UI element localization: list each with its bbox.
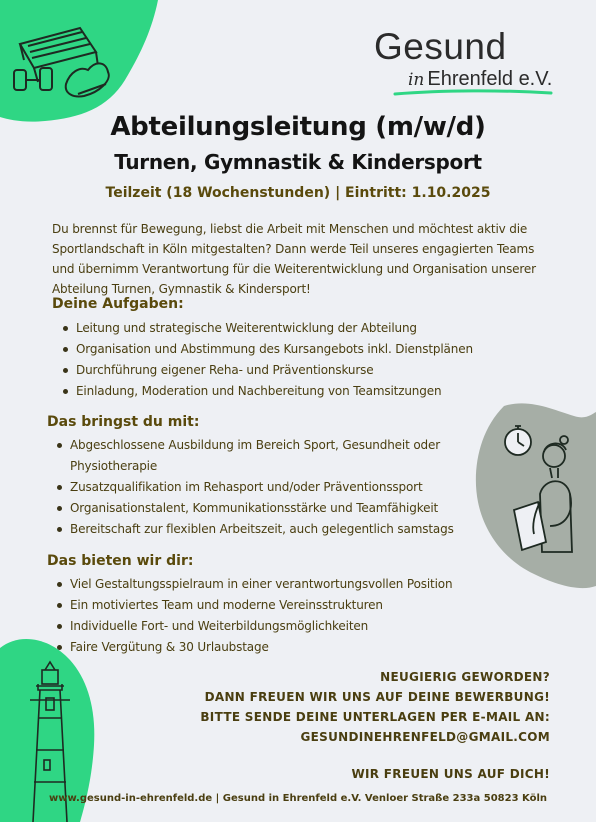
footer: www.gesund-in-ehrenfeld.de | Gesund in Ehrenfeld e.V. Venloer Straße 233a 50823 Köln [48,793,548,804]
list-item: Abgeschlossene Ausbildung im Bereich Sport, Gesundheit oder Physiotherapie [56,435,466,477]
logo-main: Gesund [374,26,507,67]
list-item: Faire Vergütung & 30 Urlaubstage [56,637,526,658]
list-item: Viel Gestaltungsspielraum in einer verantwortungsvollen Position [56,574,526,595]
logo-in: in [408,70,425,90]
list-item: Durchführung eigener Reha- und Präventionskurse [62,360,522,381]
cta-line1: NEUGIERIG GEWORDEN? [380,670,550,684]
tasks-title: Deine Aufgaben: [52,296,184,312]
offers-list [56,574,526,658]
list-item: Ein motiviertes Team und moderne Vereinsstrukturen [56,595,526,616]
job-title: Abteilungsleitung (m/w/d) [110,112,486,142]
list-item: Individuelle Fort- und Weiterbildungsmöglichkeiten [56,616,526,637]
logo-swoosh [393,88,553,98]
tasks-list [62,318,522,402]
list-item: Organisation und Abstimmung des Kursangebots inkl. Dienstplänen [62,339,522,360]
cta-email[interactable]: GESUNDINEHRENFELD@GMAIL.COM [300,730,550,744]
logo-sub-text: Ehrenfeld e.V. [427,68,553,90]
requirements-list [56,435,466,540]
list-item: Zusatzqualifikation im Rehasport und/oder Präventionssport [56,477,466,498]
right-decor [474,402,596,590]
job-subtitle: Turnen, Gymnastik & Kindersport [114,150,482,174]
list-item: Leitung und strategische Weiterentwicklung der Abteilung [62,318,522,339]
intro-text: Du brennst für Bewegung, liebst die Arbeit mit Menschen und möchtest aktiv die Sportlandschaft in Köln mitgestalten? Dann werde Teil unseres engagierten Teams und übernimm Verantwortung für die Weiterentwicklung und Organisation unserer Abteilung Turnen, Gymnastik & Kindersport! [52,222,536,296]
list-item: Einladung, Moderation und Nachbereitung von Teamsitzungen [62,381,522,402]
cta-closing: WIR FREUEN UNS AUF DICH! [351,767,550,781]
cta-line3: BITTE SENDE DEINE UNTERLAGEN PER E-MAIL AN: [200,710,550,724]
list-item: Bereitschaft zur flexiblen Arbeitszeit, auch gelegentlich samstags [56,519,466,540]
job-info: Teilzeit (18 Wochenstunden) | Eintritt: 1.10.2025 [105,185,491,201]
top-left-decor [0,0,170,130]
requirements-title: Das bringst du mit: [47,414,200,430]
list-item: Organisationstalent, Kommunikationsstärke und Teamfähigkeit [56,498,466,519]
offers-title: Das bieten wir dir: [47,553,194,569]
cta-line2: DANN FREUEN WIR UNS AUF DEINE BEWERBUNG! [204,690,550,704]
